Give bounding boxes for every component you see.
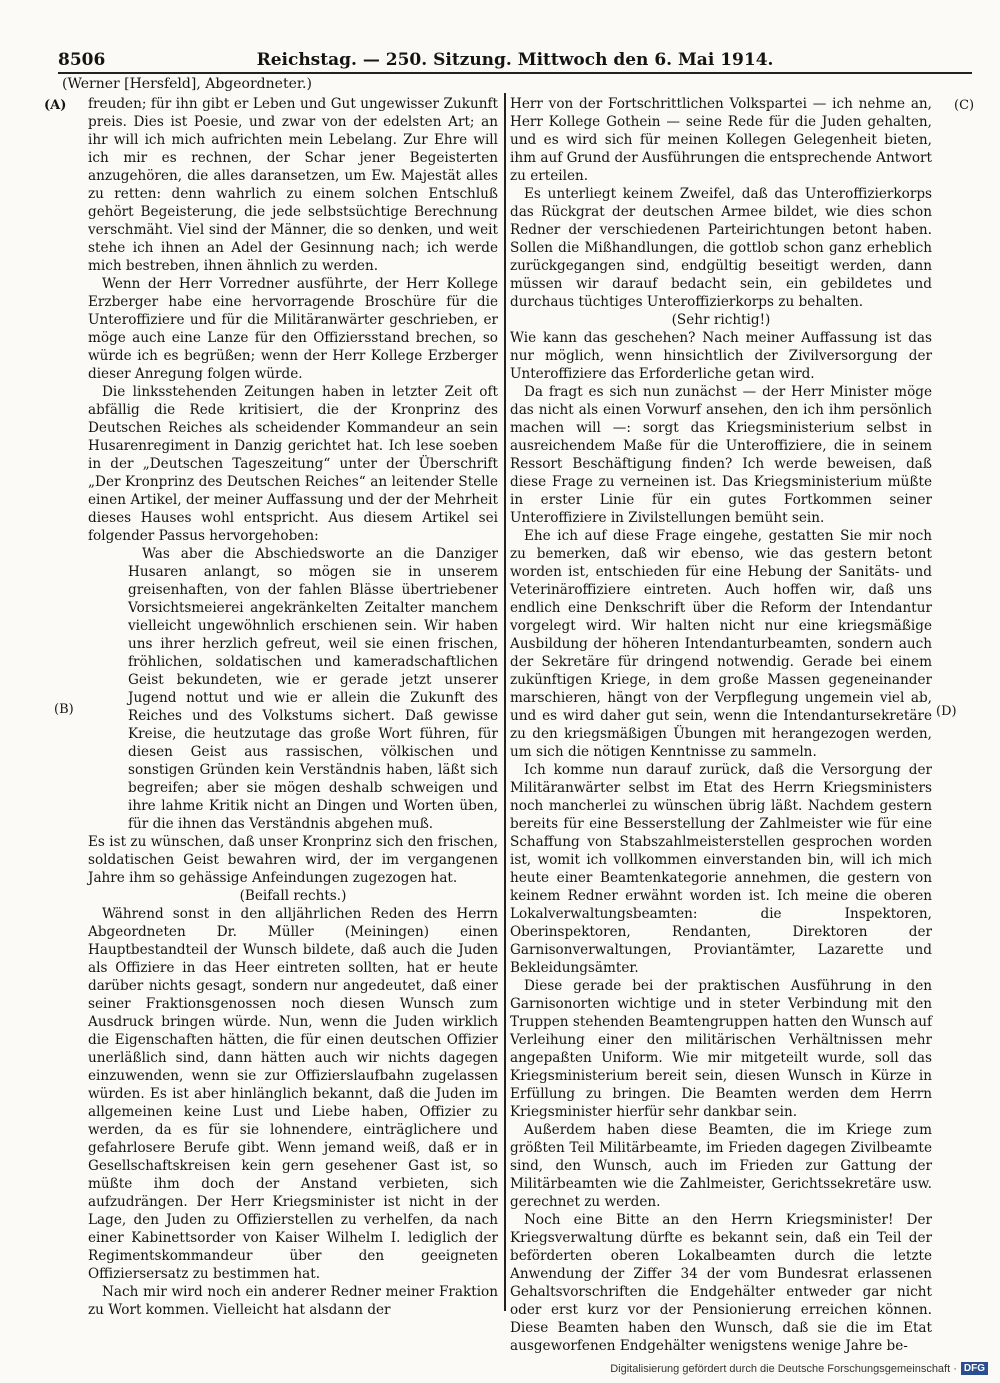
running-title: Reichstag. — 250. Sitzung. Mittwoch den 6. Mai 1914. xyxy=(256,50,774,70)
interjection: (Beifall rechts.) xyxy=(239,888,347,904)
paragraph: Es unterliegt keinem Zweifel, daß das Unteroffizierkorps das Rückgrat der deutschen Armee bildet, wie dies schon Redner der verschiedenen Parteirichtungen betont haben. Sollen die Mißhandlungen, die gottlob schon ganz erheblich zurückgegangen sind, endgültig beseitigt werden, dann müssen wir darauf bedacht sein, ein gebildetes und durchaus tüchtiges Unteroffizierkorps zu behalten. xyxy=(510,186,932,310)
paragraph: Ich komme nun darauf zurück, daß die Versorgung der Militäranwärter selbst im Etat des Herrn Kriegsministers noch mancherlei zu wünschen übrig läßt. Nachdem gestern bereits für eine Besserstellung der Zahlmeister wie für eine Schaffung von Stabszahlmeisterstellen gesprochen worden ist, womit ich vollkommen einverstanden bin, will ich mich heute einer Beamtenkategorie annehmen, die gestern von keinem Redner erwähnt worden ist. Ich meine die oberen Lokalverwaltungsbeamten: die Inspektoren, Oberinspektoren, Rendanten, Direktoren der Garnisonverwaltungen, Proviantämter, Lazarette und Bekleidungsämter. xyxy=(510,762,932,976)
margin-mark-c: (C) xyxy=(954,98,975,113)
page-header xyxy=(58,44,972,74)
page-number: 8506 xyxy=(58,50,106,70)
margin-mark-a: (A) xyxy=(44,98,67,113)
paragraph: freuden; für ihn gibt er Leben und Gut ungewisser Zukunft preis. Dies ist Poesie, und zwar von der edelsten Art; an ihr will ich mich aufrichten mein Lebelang. Zur Ehre will ich mir es rechnen, der Schar jener Begeisterten anzugehören, die alles daransetzen, um Ew. Majestät alles zu retten: denn wahrlich zu einem solchen Entschluß gehört Begeisterung, die jede selbstsüchtige Berechnung verschmäht. Viel sind der Männer, die so denken, und weit stehe ich ihnen an Adel der Gesinnung nach; ich werde mich bestreben, ihnen ähnlich zu werden. xyxy=(88,96,498,274)
paragraph: Außerdem haben diese Beamten, die im Kriege zum größten Teil Militärbeamte, im Frieden dagegen Zivilbeamte sind, den Wunsch, auch im Frieden zur Gattung der Militärbeamten wie die Zahlmeister, Gerichtssekretäre usw. gerechnet zu werden. xyxy=(510,1122,932,1210)
paragraph: Da fragt es sich nun zunächst — der Herr Minister möge das nicht als einen Vorwurf ansehen, den ich ihm persönlich machen will —: sorgt das Kriegsministerium selbst in ausreichendem Maße für die Unteroffiziere, die in seinem Ressort Beschäftigung finden? Ich werde beweisen, daß diese Frage zu verneinen ist. Das Kriegsministerium müßte in erster Linie für ein gutes Fortkommen seiner Unteroffiziere in Zivilstellungen bemüht sein. xyxy=(510,384,932,526)
paragraph: Wie kann das geschehen? Nach meiner Auffassung ist das nur möglich, wenn hinsichtlich der Zivilversorgung der Unteroffiziere das Erforderliche getan wird. xyxy=(510,330,932,382)
paragraph: Es ist zu wünschen, daß unser Kronprinz sich den frischen, soldatischen Geist bewahren wird, der im vergangenen Jahre ihm so gehässige Anfeindungen zugezogen hat. xyxy=(88,834,498,886)
dfg-logo: DFG xyxy=(961,1362,988,1375)
interjection: (Sehr richtig!) xyxy=(671,312,771,328)
digitization-credit xyxy=(610,1362,988,1375)
column-divider xyxy=(504,93,506,1311)
paragraph: Die linksstehenden Zeitungen haben in letzter Zeit oft abfällig die Rede kritisiert, die der Kronprinz des Deutschen Reiches als scheidender Kommandeur an sein Husarenregiment in Danzig gerichtet hat. Ich lese soeben in der „Deutschen Tageszeitung“ unter der Überschrift „Der Kronprinz des Deutschen Reiches“ an leitender Stelle einen Artikel, der meiner Auffassung und der der Mehrheit dieses Hauses wohl entspricht. Aus diesem Artikel sei folgender Passus hervorgehoben: xyxy=(88,384,498,544)
margin-mark-d: (D) xyxy=(936,704,957,719)
paragraph: Während sonst in den alljährlichen Reden des Herrn Abgeordneten Dr. Müller (Meiningen) einen Hauptbestandteil der Wunsch bildete, daß auch die Juden als Offiziere in das Heer eintreten sollten, hat er heute darüber nichts gesagt, sondern nur angedeutet, daß einer seiner Fraktionsgenossen noch diesen Wunsch zum Ausdruck bringen würde. Nun, wenn die Juden wirklich die Eigenschaften hätten, die für einen deutschen Offizier unerläßlich sind, dann hätten auch wir nichts dagegen einzuwenden, wenn sie zur Offizierslaufbahn zugelassen würden. Es ist aber hinlänglich bekannt, daß die Juden im allgemeinen keine Lust und Liebe haben, Offizier zu werden, da es für sie lohnendere, einträglichere und gefahrlosere Berufe gibt. Wenn jemand weiß, daß er in Gesellschaftskreisen kein gern gesehener Gast ist, so müßte ihm doch der Anstand verbieten, sich aufzudrängen. Der Herr Kriegsminister ist nicht in der Lage, den Juden zu Offizierstellen zu verhelfen, da nach einer Kabinettsorder von Kaiser Wilhelm I. lediglich der Regimentskommandeur über den geeigneten Offiziersersatz zu bestimmen hat. xyxy=(88,906,498,1282)
margin-mark-b: (B) xyxy=(54,702,74,717)
speaker-byline: (Werner [Hersfeld], Abgeordneter.) xyxy=(62,76,312,92)
paragraph: Ehe ich auf diese Frage eingehe, gestatten Sie mir noch zu bemerken, daß wir ebenso, wie das gestern betont worden ist, entschieden für eine Hebung der Sanitäts- und Veterinäroffiziere eintreten. Auch hoffen wir, daß uns endlich eine Denkschrift über die Reform der Intendantur vorgelegt wird. Wir halten nicht nur eine kriegsmäßige Ausbildung der höheren Intendanturbeamten, sondern auch der Sekretäre für dringend notwendig. Gerade bei einem zukünftigen Kriege, in dem große Massen gegeneinander marschieren, hängt von der Verpflegung ungemein viel ab, und es wird daher gut sein, wenn die Intendantursekretäre zu den kriegsmäßigen Übungen mit herangezogen werden, um sich die nötigen Kenntnisse zu sammeln. xyxy=(510,528,932,760)
credit-text: Digitalisierung gefördert durch die Deutsche Forschungsgemeinschaft · xyxy=(610,1362,957,1375)
paragraph: Diese gerade bei der praktischen Ausführung in den Garnisonorten wichtige und in steter Verbindung mit den Truppen stehenden Beamtengruppen hatten den Wunsch auf Verleihung einer den militärischen Verhältnissen mehr angepaßten Uniform. Wie mir mitgeteilt wurde, soll das Kriegsministerium bereit sein, diesen Wunsch in Kürze in Erfüllung zu bringen. Die Beamten werden dem Herrn Kriegsminister hierfür sehr dankbar sein. xyxy=(510,978,932,1120)
quote-block: Was aber die Abschiedsworte an die Danziger Husaren anlangt, so mögen sie in unserem greisenhaften, von der fahlen Blässe übertriebener Vorsichtsmeierei angekränkelten Zeitalter manchem vielleicht ungewöhnlich erschienen sein. Wir haben uns ihrer herzlich gefreut, weil sie einen frischen, fröhlichen, soldatischen und kameradschaftlichen Geist bekundeten, wie er gerade jetzt unserer Jugend nottut und wie er allein die Zukunft des Reiches und des Volkstums sichert. Daß gewisse Kreise, die heutzutage das große Wort führen, für diesen Geist aus rassischen, völkischen und sonstigen Gründen kein Verständnis haben, läßt sich begreifen; aber sie mögen deshalb schweigen und ihre lahme Kritik nicht an Dingen und Worten üben, für die ihnen das Verständnis abgehen muß. xyxy=(128,546,498,832)
right-column xyxy=(510,95,932,1354)
paragraph: Nach mir wird noch ein anderer Redner meiner Fraktion zu Wort kommen. Vielleicht hat alsdann der xyxy=(88,1284,498,1318)
paragraph: Herr von der Fortschrittlichen Volkspartei — ich nehme an, Herr Kollege Gothein — seine Rede für die Juden gehalten, und es wird sich für meinen Kollegen Gelegenheit bieten, ihm auf Grund der Ausführungen die entsprechende Antwort zu erteilen. xyxy=(510,96,932,184)
paragraph: Noch eine Bitte an den Herrn Kriegsminister! Der Kriegsverwaltung dürfte es bekannt sein, daß ein Teil der beförderten oberen Lokalbeamten durch die letzte Anwendung der Ziffer 34 der vom Bundesrat erlassenen Gehaltsvorschriften die Endgehälter entweder gar nicht oder erst kurz vor der Pensionierung erreichen können. Diese Beamten haben den Wunsch, daß sie die im Etat ausgeworfenen Endgehälter wenigstens wenige Jahre be- xyxy=(510,1212,932,1354)
paragraph: Wenn der Herr Vorredner ausführte, der Herr Kollege Erzberger habe eine hervorragende Broschüre für die Unteroffiziere und für die Militäranwärter geschrieben, er möge auch eine Lanze für den Offiziersstand brechen, so würde ich es begrüßen; wenn der Herr Kollege Erzberger dieser Anregung folgen würde. xyxy=(88,276,498,382)
left-column xyxy=(88,95,498,1323)
